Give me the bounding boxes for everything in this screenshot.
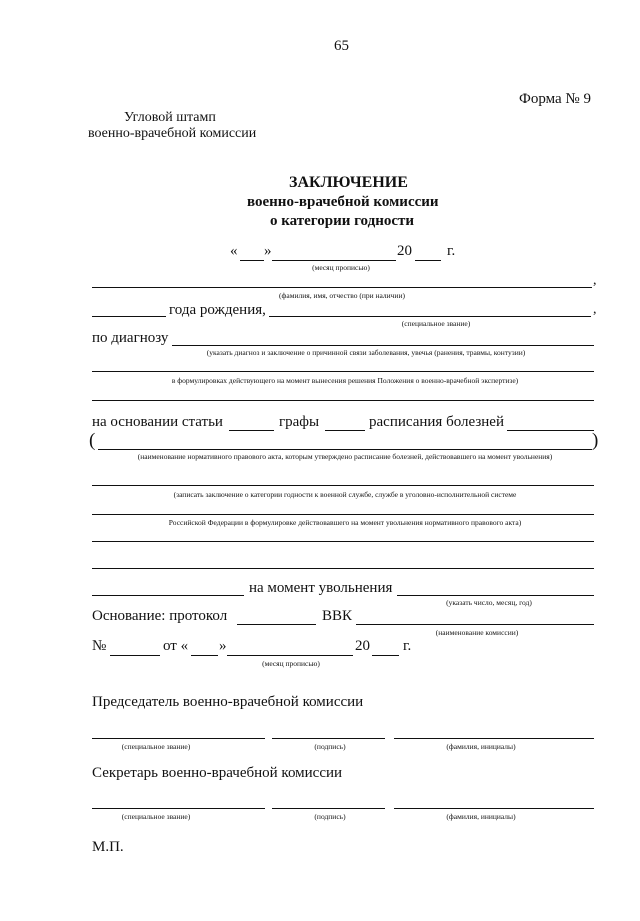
dismissal-result-blank [92, 595, 244, 596]
article-blank [229, 430, 274, 431]
year-suffix-2: г. [403, 638, 412, 654]
conclusion-caption-b: Российской Федерации в формулировке действовавшего на момент увольнения нормативного правового акта) [168, 518, 522, 527]
conclusion-blank-4 [92, 568, 594, 569]
vvk-label: ВВК [322, 608, 353, 624]
page-number: 65 [334, 38, 349, 54]
year-of-birth-label: года рождения, [169, 302, 266, 318]
diagnosis-blank-3 [92, 400, 594, 401]
secretary-signature-blank [272, 808, 385, 809]
dismissal-label: на момент увольнения [249, 580, 393, 596]
chairman-rank-blank [92, 738, 265, 739]
fio-blank [92, 287, 592, 288]
fio-comma: , [593, 273, 597, 288]
chairman-label: Председатель военно-врачебной комиссии [92, 694, 364, 710]
chairman-rank-caption: (специальное звание) [121, 742, 191, 751]
chairman-signature-caption: (подпись) [314, 742, 346, 751]
chairman-name-blank [394, 738, 594, 739]
conclusion-blank-3 [92, 541, 594, 542]
diagnosis-blank-2 [92, 371, 594, 372]
paren-close: ) [592, 430, 599, 451]
paren-open: ( [89, 430, 96, 451]
protocol-label: Основание: протокол [92, 608, 228, 624]
stamp-line-1: Угловой штамп [124, 110, 216, 125]
secretary-name-caption: (фамилия, инициалы) [446, 812, 516, 821]
year-blank-2 [372, 655, 399, 656]
diagnosis-caption: (указать диагноз и заключение о причинной связи заболевания, увечья (ранения, травмы, контузии) [206, 348, 526, 357]
rank-caption: (специальное звание) [401, 319, 471, 328]
title-line-2: военно-врачебной комиссии [247, 194, 439, 210]
rank-blank [269, 316, 591, 317]
close-quote-2: » [219, 638, 227, 654]
from-label: от « [163, 638, 189, 654]
day-blank [240, 260, 264, 261]
column-label: графы [279, 414, 320, 430]
commission-caption: (наименование комиссии) [435, 628, 519, 637]
normative-act-caption: (наименование нормативного правового акта, которым утверждено расписание болезней, действовавшего на момент увольнения) [137, 452, 553, 461]
chairman-signature-blank [272, 738, 385, 739]
year-blank [415, 260, 441, 261]
secretary-signature-caption: (подпись) [314, 812, 346, 821]
year-prefix-2: 20 [355, 638, 370, 654]
birth-year-blank [92, 316, 166, 317]
seal-label: М.П. [92, 839, 124, 855]
form-label: Форма № 9 [519, 91, 591, 107]
diagnosis-label: по диагнозу [92, 330, 169, 346]
secretary-rank-caption: (специальное звание) [121, 812, 191, 821]
number-sign: № [92, 638, 107, 654]
rank-comma: , [593, 302, 597, 317]
stamp-line-2: военно-врачебной комиссии [88, 126, 257, 141]
column-blank [325, 430, 365, 431]
article-label: на основании статьи [92, 414, 223, 430]
title-line-3: о категории годности [270, 213, 415, 229]
secretary-name-blank [394, 808, 594, 809]
dismissal-date-blank [397, 595, 594, 596]
chairman-name-caption: (фамилия, инициалы) [446, 742, 516, 751]
schedule-label: расписания болезней [369, 414, 504, 430]
month-caption: (месяц прописью) [312, 263, 370, 272]
date-quote-close: » [264, 243, 272, 259]
number-blank [110, 655, 160, 656]
protocol-blank [237, 624, 316, 625]
fio-caption: (фамилия, имя, отчество (при наличии) [279, 291, 405, 300]
secretary-rank-blank [92, 808, 265, 809]
conclusion-blank-1 [92, 485, 594, 486]
conclusion-blank-2 [92, 514, 594, 515]
schedule-blank [507, 430, 594, 431]
month-caption-2: (месяц прописью) [262, 659, 320, 668]
conclusion-caption-a: (записать заключение о категории годности к военной службе, службе в уголовно-исполнительной системе [173, 490, 517, 499]
date-year-suffix: г. [447, 243, 456, 259]
title-line-1: ЗАКЛЮЧЕНИЕ [289, 174, 408, 191]
secretary-label: Секретарь военно-врачебной комиссии [92, 765, 343, 781]
formulation-caption: в формулировках действующего на момент вынесения решения Положения о военно-врачебной экспертизе) [171, 376, 519, 385]
normative-act-blank [98, 449, 592, 450]
date-full-caption: (указать число, месяц, год) [446, 598, 532, 607]
month-blank [272, 260, 396, 261]
diagnosis-blank [172, 345, 594, 346]
date-year-prefix: 20 [397, 243, 412, 259]
day-blank-2 [191, 655, 218, 656]
commission-blank [356, 624, 594, 625]
month-blank-2 [227, 655, 353, 656]
date-quote-open: « [230, 243, 238, 259]
